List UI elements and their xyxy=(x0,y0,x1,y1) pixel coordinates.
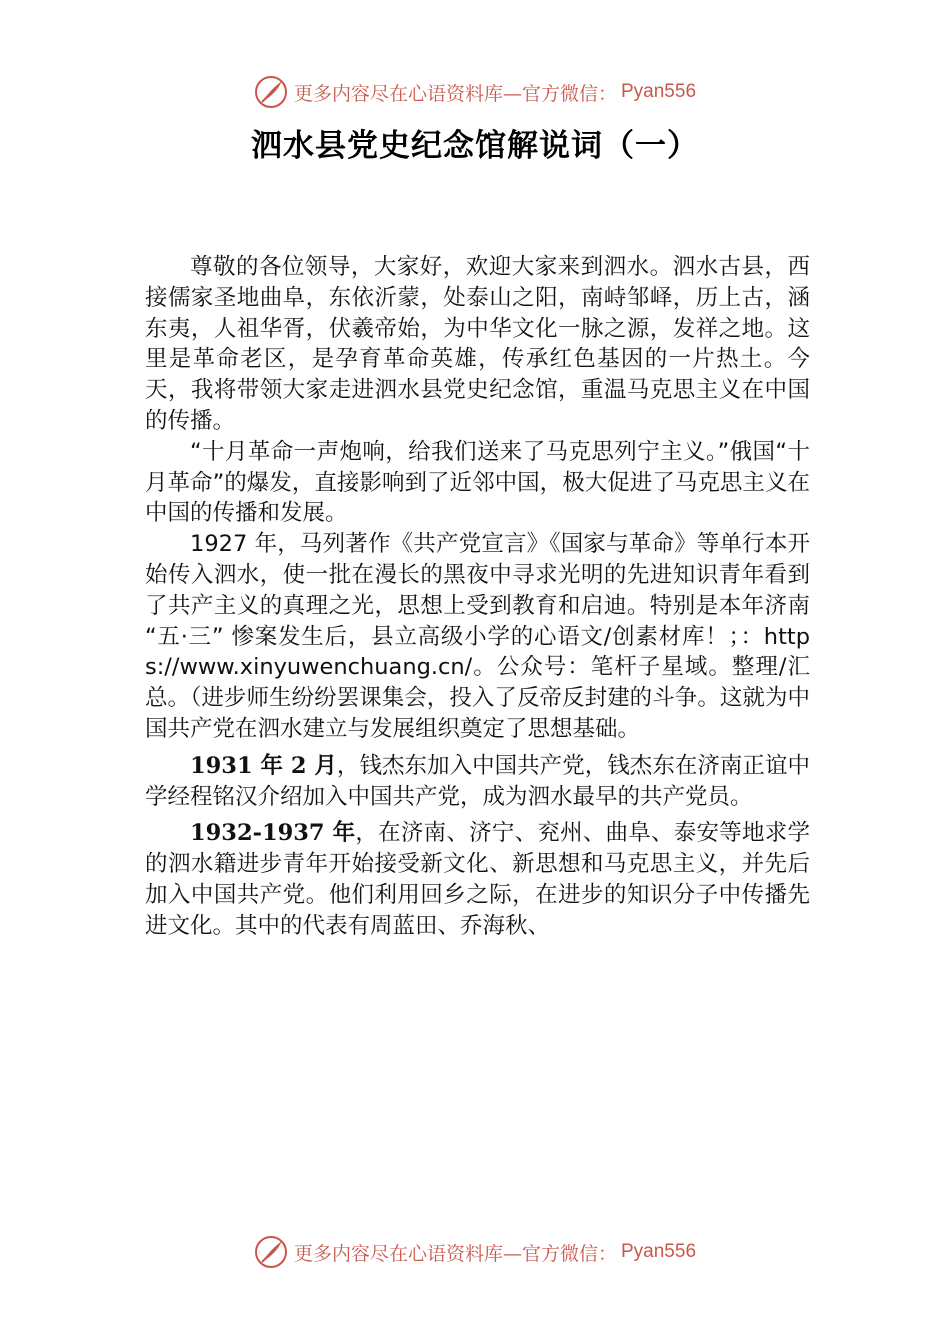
paragraph-october-revolution: “十月革命一声炮响，给我们送来了马克思列宁主义。”俄国“十月革命”的爆发，直接影响到了近邻中国，极大促进了马克思主义在中国的传播和发展。 xyxy=(145,438,810,527)
watermark-text: 更多内容尽在心语资料库—官方微信： xyxy=(293,82,617,105)
paragraph-1931-date: 1931 年 2 月 xyxy=(190,752,337,779)
paragraph-1931-text: ，钱杰东加入中国共产党，钱杰东在济南正谊中学经程铭汉介绍加入中国共产党，成为泗水最早的共产党员。 xyxy=(145,752,810,810)
watermark-wechat-id: Pyan556 xyxy=(621,81,697,102)
watermark-wechat-id: Pyan556 xyxy=(621,1241,697,1262)
paragraph-1932-1937-text: ，在济南、济宁、兖州、曲阜、泰安等地求学的泗水籍进步青年开始接受新文化、新思想和马克思主义，并先后加入中国共产党。他们利用回乡之际，在进步的知识分子中传播先进文化。其中的代表有周蓝田、乔海秋、 xyxy=(145,820,810,939)
document-body xyxy=(145,252,810,942)
feather-quill-logo-icon xyxy=(254,1235,288,1269)
watermark-text: 更多内容尽在心语资料库—官方微信： xyxy=(293,1242,617,1265)
paragraph-1932-1937 xyxy=(145,818,810,941)
watermark-header xyxy=(0,72,950,112)
feather-quill-logo-icon xyxy=(254,75,288,109)
paragraph-1932-1937-date: 1932-1937 年 xyxy=(190,820,356,847)
paragraph-1931 xyxy=(145,751,810,813)
watermark-footer xyxy=(0,1232,950,1272)
document-title: 泗水县党史纪念馆解说词（一） xyxy=(251,128,699,164)
paragraph-1927: 1927 年，马列著作《共产党宣言》《国家与革命》等单行本开始传入泗水，使一批在漫长的黑夜中寻求光明的先进知识青年看到了共产主义的真理之光，思想上受到教育和启迪。特别是本年济南 “五·三” 惨案发生后，县立高级小学的心语文/创素材库！；：https://www.xinyuwenchuang.cn/。公众号：笔杆子星域。整理/汇总。（进步师生纷纷罢课集会，投入了反帝反封建的斗争。这就为中国共产党在泗水建立与发展组织奠定了思想基础。 xyxy=(145,531,810,742)
paragraph-intro: 尊敬的各位领导，大家好，欢迎大家来到泗水。泗水古县，西接儒家圣地曲阜，东依沂蒙，处泰山之阳，南峙邹峄，历上古，涵东夷，人祖华胥，伏羲帝始，为中华文化一脉之源，发祥之地。这里是革命老区，是孕育革命英雄，传承红色基因的一片热土。今天，我将带领大家走进泗水县党史纪念馆，重温马克思主义在中国的传播。 xyxy=(145,254,810,434)
